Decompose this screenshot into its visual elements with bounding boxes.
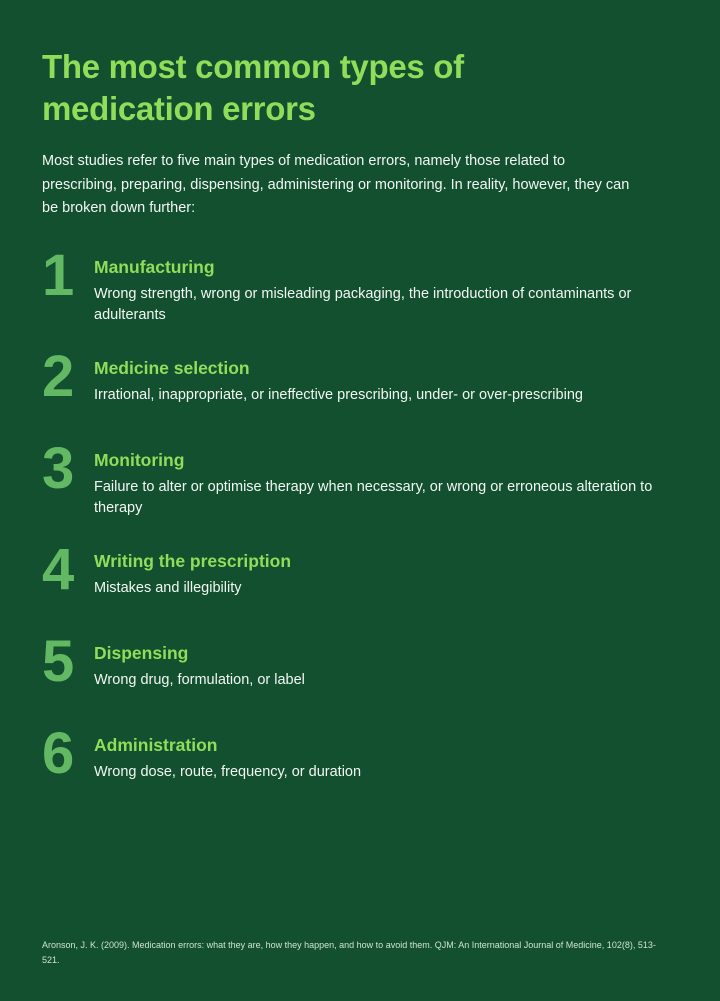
list-item-body	[94, 448, 678, 519]
list-item-number: 3	[42, 435, 75, 501]
list-item-description: Irrational, inappropriate, or ineffective prescribing, under- or over-prescribing	[94, 386, 583, 403]
list-item-number: 5	[42, 628, 75, 694]
list-item-title: Monitoring	[94, 449, 185, 470]
list-item	[42, 720, 678, 795]
list-item	[42, 536, 678, 611]
list-item-description: Mistakes and illegibility	[94, 579, 242, 596]
list-item-description: Wrong dose, route, frequency, or duration	[94, 763, 362, 780]
list-item-number: 2	[42, 343, 75, 409]
list-item-body	[94, 356, 678, 406]
citation-footnote: Aronson, J. K. (2009). Medication errors: what they are, how they happen, and how to avoid them. QJM: An International Journal of Medicine, 102(8), 513-521.	[42, 940, 656, 965]
list-item-description: Wrong strength, wrong or misleading packaging, the introduction of contaminants or adulterants	[94, 285, 632, 323]
intro-paragraph: Most studies refer to five main types of medication errors, namely those related to prescribing, preparing, dispensing, administering or monitoring. In reality, however, they can be broken down further:	[42, 153, 630, 217]
list-item-title: Administration	[94, 734, 218, 755]
list-item-title: Manufacturing	[94, 256, 215, 277]
page-title: The most common types of medication errors	[42, 48, 464, 128]
list-item	[42, 242, 678, 326]
list-item-title: Writing the prescription	[94, 550, 292, 571]
list-item-body	[94, 255, 678, 326]
list-item-title: Medicine selection	[94, 357, 250, 378]
list-item-body	[94, 641, 678, 691]
list-item-number: 4	[42, 536, 75, 602]
list-item-number: 1	[42, 242, 75, 308]
list-item-description: Wrong drug, formulation, or label	[94, 671, 305, 688]
list-item-body	[94, 733, 678, 783]
list-item-description: Failure to alter or optimise therapy when necessary, or wrong or erroneous alteration to therapy	[94, 478, 653, 516]
list-item	[42, 628, 678, 703]
list-item-title: Dispensing	[94, 642, 189, 663]
list-item-number: 6	[42, 720, 75, 786]
error-type-list	[42, 242, 678, 795]
list-item-body	[94, 549, 678, 599]
list-item	[42, 435, 678, 519]
list-item	[42, 343, 678, 418]
